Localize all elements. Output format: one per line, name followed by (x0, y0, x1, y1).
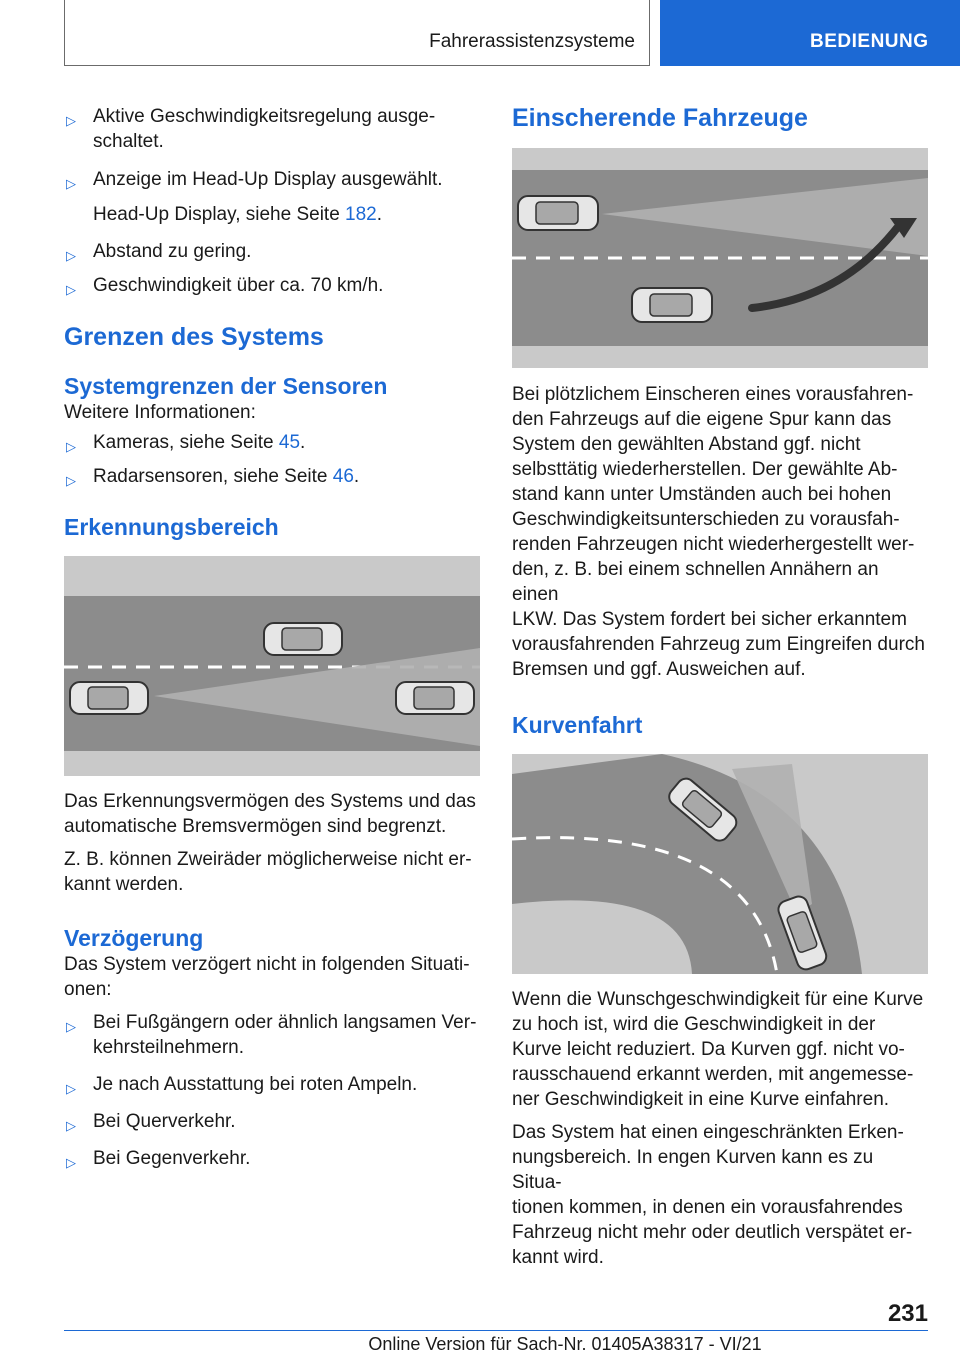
header-section-tab[interactable] (660, 0, 960, 66)
list-item: ▷ Kameras, siehe Seite 45. (64, 430, 480, 455)
einscherend-paragraph: Bei plötzlichem Einscheren eines vorausfahren- den Fahrzeugs auf die eigene Spur kann das System den gewählten Abstand ggf. nicht selbsttätig wiederherstellen. Der gewählte Ab- stand kann unter Umständen auch bei hohen Geschwindigkeitsunterschieden zu vorausfah- renden Fahrzeugen nicht wiederhergestellt wer- den, z. B. bei einem schnellen Annähern an einen LKW. Das System fordert bei sicher erkanntem vorausfahrenden Fahrzeug zum Eingreifen durch Bremsen und ggf. Ausweichen auf. (512, 384, 925, 680)
heading-grenzen: Grenzen des Systems (64, 323, 324, 351)
verzoegerung-paragraph: Das System verzögert nicht in folgenden Situati- onen: (64, 954, 470, 1000)
heading-kurvenfahrt: Kurvenfahrt (512, 712, 643, 738)
list-item: ▷ Abstand zu gering. (64, 239, 480, 264)
car-icon (632, 288, 712, 322)
triangle-bullet-icon: ▷ (66, 1019, 76, 1034)
triangle-bullet-icon: ▷ (66, 113, 76, 128)
list-item: ▷ Aktive Geschwindigkeitsregelung ausge- schaltet. (66, 106, 436, 152)
car-icon (518, 196, 598, 230)
triangle-bullet-icon: ▷ (66, 1155, 76, 1170)
list-item: ▷ Radarsensoren, siehe Seite 46. (64, 464, 480, 489)
figure-einscherende-fahrzeuge (512, 148, 928, 368)
triangle-bullet-icon: ▷ (66, 1118, 76, 1133)
triangle-bullet-icon: ▷ (66, 176, 76, 191)
list-item-sub: Head-Up Display, siehe Seite 182. (93, 204, 383, 225)
heading-erkennungsbereich: Erkennungsbereich (64, 514, 279, 540)
heading-einscherende-fahrzeuge: Einscherende Fahrzeuge (512, 104, 808, 132)
car-icon (264, 623, 342, 655)
page-link-46[interactable]: 46 (332, 466, 354, 487)
triangle-bullet-icon: ▷ (66, 282, 76, 297)
page-number: 231 (887, 1300, 928, 1327)
right-column (512, 100, 928, 1270)
page-link-45[interactable]: 45 (278, 432, 301, 453)
figure-kurvenfahrt (512, 754, 928, 974)
erkennung-paragraph-2: Z. B. können Zweiräder möglicherweise nicht er- kannt werden. (64, 849, 472, 895)
heading-verzoegerung: Verzögerung (64, 925, 204, 951)
car-icon (396, 682, 474, 714)
page-link-182[interactable]: 182 (345, 204, 377, 225)
triangle-bullet-icon: ▷ (66, 248, 76, 263)
triangle-bullet-icon: ▷ (66, 473, 76, 488)
footer-divider (64, 1330, 928, 1331)
info-intro: Weitere Informationen: (64, 402, 256, 423)
list-item: ▷ Je nach Ausstattung bei roten Ampeln. (64, 1072, 480, 1097)
header-title-box (64, 0, 650, 66)
left-column (64, 100, 480, 1171)
header-section-label: BEDIENUNG (810, 31, 929, 52)
list-item: ▷ Bei Querverkehr. (64, 1109, 480, 1134)
figure-erkennungsbereich (64, 556, 480, 776)
kurven-paragraph-1: Wenn die Wunschgeschwindigkeit für eine Kurve zu hoch ist, wird die Geschwindigkeit in der Kurve leicht reduziert. Da Kurven ggf. nicht vo- rausschauend erkannt werden, mit angemesse- ner Geschwindigkeit in eine Kurve einfahren. (512, 989, 924, 1110)
list-item: ▷ Bei Gegenverkehr. (64, 1146, 480, 1171)
list-item: ▷ Bei Fußgängern oder ähnlich langsamen Ver- kehrsteilnehmern. (66, 1012, 477, 1058)
header-title: Fahrerassistenzsysteme (429, 31, 635, 52)
footer-version-text: Online Version für Sach-Nr. 01405A38317 - VI/21 (368, 1334, 762, 1354)
car-icon (70, 682, 148, 714)
erkennung-paragraph-1: Das Erkennungsvermögen des Systems und das automatische Bremsvermögen sind begrenzt. (64, 791, 476, 837)
list-item: ▷ Geschwindigkeit über ca. 70 km/h. (64, 273, 480, 298)
triangle-bullet-icon: ▷ (66, 1081, 76, 1096)
list-item: ▷ Anzeige im Head-Up Display ausgewählt. (64, 167, 480, 192)
kurven-paragraph-2: Das System hat einen eingeschränkten Erken- nungsbereich. In engen Kurven kann es zu Situa- tionen kommen, in denen ein vorausfahrendes Fahrzeug nicht mehr oder deutlich verspätet er- kannt wird. (512, 1122, 913, 1268)
heading-systemgrenzen-sensoren: Systemgrenzen der Sensoren (64, 373, 388, 399)
triangle-bullet-icon: ▷ (66, 439, 76, 454)
